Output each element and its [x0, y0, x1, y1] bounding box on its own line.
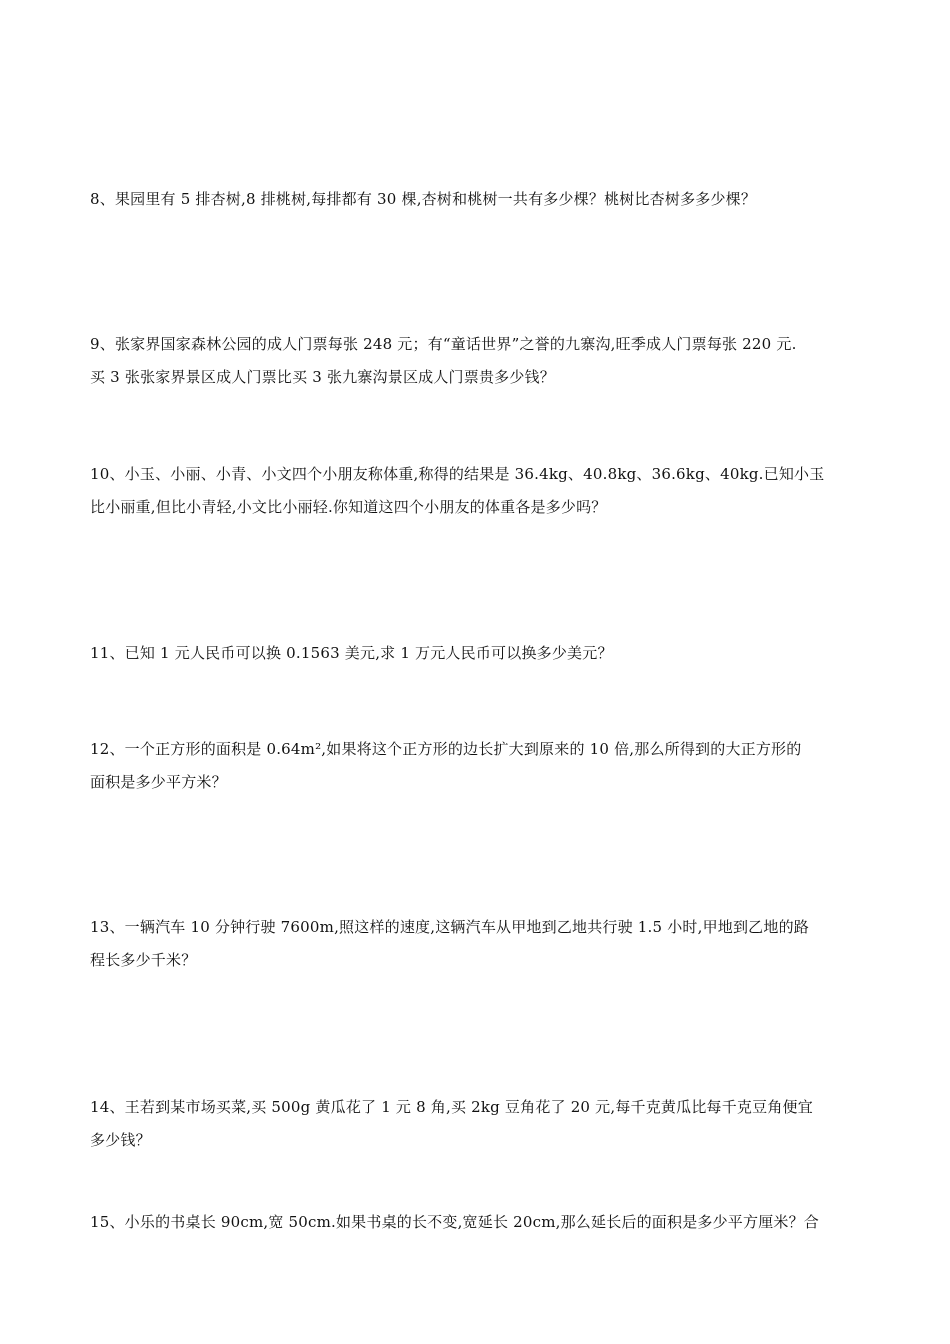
problem-9-line-2: 买 3 张张家界景区成人门票比买 3 张九寨沟景区成人门票贵多少钱？	[90, 368, 555, 386]
problem-14	[90, 1091, 862, 1157]
problem-13-line-1: 13、一辆汽车 10 分钟行驶 7600m,照这样的速度,这辆汽车从甲地到乙地共行驶 1.5 小时,甲地到乙地的路	[90, 918, 809, 936]
problem-9-line-1: 9、张家界国家森林公园的成人门票每张 248 元；有“童话世界”之誉的九寨沟,旺季成人门票每张 220 元.	[90, 335, 797, 353]
problem-11	[90, 637, 862, 670]
problem-13-line-2: 程长多少千米？	[90, 951, 197, 969]
problem-10-line-1: 10、小玉、小丽、小青、小文四个小朋友称体重,称得的结果是 36.4kg、40.8kg、36.6kg、40kg.已知小玉	[90, 465, 825, 483]
problem-12-line-2: 面积是多少平方米？	[90, 773, 227, 791]
problem-14-line-2: 多少钱？	[90, 1131, 151, 1149]
problem-13	[90, 911, 862, 977]
problem-15	[90, 1206, 862, 1239]
problem-10	[90, 458, 862, 524]
problem-8	[90, 183, 862, 216]
problem-8-line-1: 8、果园里有 5 排杏树,8 排桃树,每排都有 30 棵,杏树和桃树一共有多少棵？桃树比杏树多多少棵？	[90, 190, 757, 208]
problem-9	[90, 328, 862, 394]
problem-12-line-1: 12、一个正方形的面积是 0.64m²,如果将这个正方形的边长扩大到原来的 10 倍,那么所得到的大正方形的	[90, 740, 802, 758]
problem-11-line-1: 11、已知 1 元人民币可以换 0.1563 美元,求 1 万元人民币可以换多少美元？	[90, 644, 613, 662]
problem-12	[90, 733, 862, 799]
problem-15-line-1: 15、小乐的书桌长 90cm,宽 50cm.如果书桌的长不变,宽延长 20cm,那么延长后的面积是多少平方厘米？合	[90, 1213, 820, 1231]
problem-10-line-2: 比小丽重,但比小青轻,小文比小丽轻.你知道这四个小朋友的体重各是多少吗？	[90, 498, 607, 516]
problem-14-line-1: 14、王若到某市场买菜,买 500g 黄瓜花了 1 元 8 角,买 2kg 豆角花了 20 元,每千克黄瓜比每千克豆角便宜	[90, 1098, 813, 1116]
